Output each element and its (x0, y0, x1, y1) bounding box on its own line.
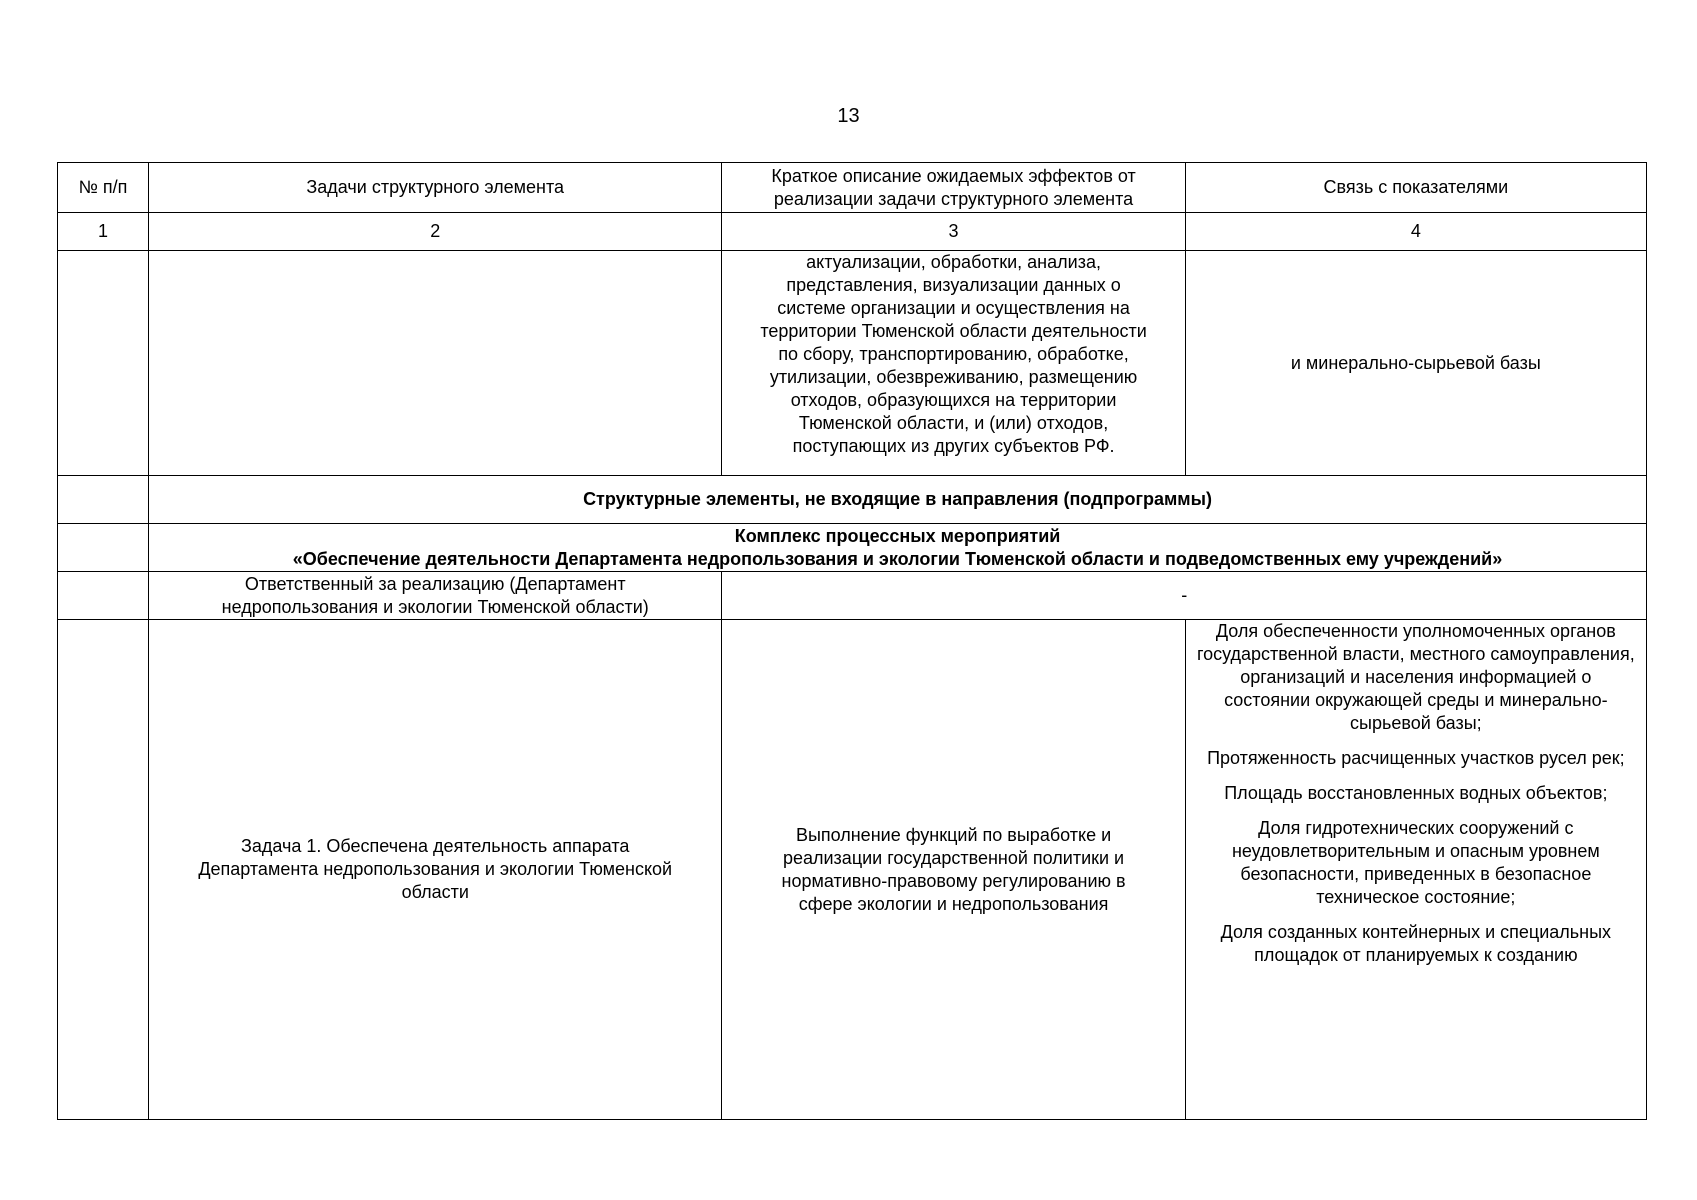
column-number: 3 (722, 213, 1185, 251)
complex-title-line2: «Обеспечение деятельности Департамента недропользования и экологии Тюменской области и подведомственных ему учреждений» (292, 548, 1503, 569)
header-number: № п/п (58, 163, 149, 213)
column-number: 1 (58, 213, 149, 251)
task-effect: Выполнение функций по выработке и реализации государственной политики и нормативно-правовому регулированию в сфере экологии и недропользования (722, 620, 1185, 1120)
column-number: 4 (1185, 213, 1646, 251)
complex-title (149, 524, 1647, 572)
section-title: Структурные элементы, не входящие в направления (подпрограммы) (149, 476, 1647, 524)
header-indicators: Связь с показателями (1185, 163, 1646, 213)
continuation-number-cell (58, 251, 149, 476)
indicator-item: Доля гидротехнических сооружений с неудовлетворительным и опасным уровнем безопасности, приведенных в безопасное техническое состояние; (1231, 818, 1600, 907)
indicator-item: Протяженность расчищенных участков русел рек; (1207, 748, 1625, 768)
continuation-indicator-cell: и минерально-сырьевой базы (1185, 251, 1646, 476)
complex-row (58, 524, 1647, 572)
responsible-value: - (722, 572, 1647, 620)
indicator-item: Доля обеспеченности уполномоченных органов государственной власти, местного самоуправления, организаций и населения информацией о состоянии окружающей среды и минерально-сырьевой базы; (1196, 621, 1635, 733)
task-number-cell (58, 620, 149, 1120)
table-header-row (58, 163, 1647, 213)
task-row (58, 620, 1647, 1120)
indicator-item: Площадь восстановленных водных объектов; (1224, 783, 1608, 803)
responsible-row (58, 572, 1647, 620)
indicator-item: Доля созданных контейнерных и специальных площадок от планируемых к созданию (1220, 922, 1612, 965)
task-indicators (1185, 620, 1646, 1120)
continuation-task-cell (149, 251, 722, 476)
column-number-row (58, 213, 1647, 251)
program-table (57, 162, 1647, 1120)
responsible-number-cell (58, 572, 149, 620)
continuation-effect-cell: актуализации, обработки, анализа, представления, визуализации данных о системе организации и осуществления на территории Тюменской области деятельности по сбору, транспортированию, обработке, утилизации, обезвреживанию, размещению отходов, образующихся на территории Тюменской области, и (или) отходов, поступающих из других субъектов РФ. (722, 251, 1185, 476)
header-tasks: Задачи структурного элемента (149, 163, 722, 213)
header-effects: Краткое описание ожидаемых эффектов от реализации задачи структурного элемента (722, 163, 1185, 213)
section-number-cell (58, 476, 149, 524)
complex-title-line1: Комплекс процессных мероприятий (734, 525, 1061, 546)
section-row (58, 476, 1647, 524)
continuation-row (58, 251, 1647, 476)
complex-number-cell (58, 524, 149, 572)
task-description: Задача 1. Обеспечена деятельность аппарата Департамента недропользования и экологии Тюменской области (149, 620, 722, 1120)
column-number: 2 (149, 213, 722, 251)
page-number: 13 (837, 105, 860, 127)
responsible-label: Ответственный за реализацию (Департамент недропользования и экологии Тюменской области) (149, 572, 722, 620)
